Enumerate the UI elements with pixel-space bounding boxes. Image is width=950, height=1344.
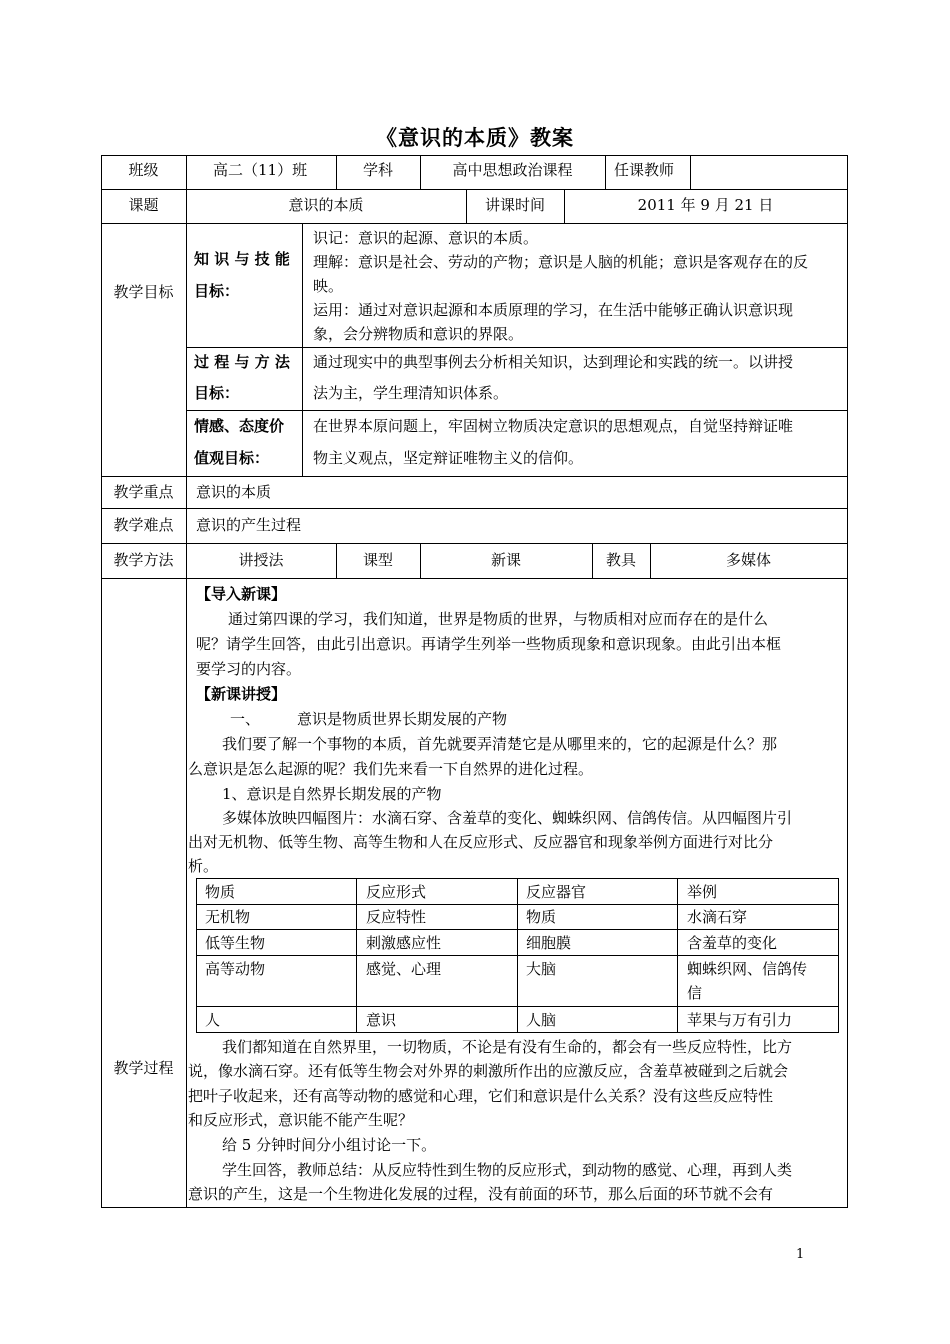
teacher-label: 任课教师 — [614, 161, 675, 179]
process-goal-label-2: 目标： — [194, 384, 240, 402]
topic-value: 意识的本质 — [288, 196, 364, 214]
knowledge-label-1: 知 识 与 技 能 — [194, 250, 290, 268]
topic-label: 课题 — [128, 196, 159, 214]
page-number: 1 — [796, 1247, 805, 1262]
key-point-label: 教学重点 — [113, 483, 174, 501]
new-lesson-heading: 【新课讲授】 — [196, 685, 287, 703]
subsection-1: 1、意识是自然界长期发展的产物 — [222, 785, 442, 803]
process-label: 教学过程 — [113, 1059, 174, 1077]
class-value: 高二（11）班 — [213, 161, 308, 179]
emotion-label-1: 情感、态度价 — [194, 417, 285, 435]
intro-heading: 【导入新课】 — [196, 585, 287, 603]
document-title: 《意识的本质》教案 — [376, 125, 574, 150]
method-label: 教学方法 — [113, 551, 174, 569]
subject-value: 高中思想政治课程 — [452, 161, 573, 179]
process-goal-label-1: 过 程 与 方 法 — [194, 353, 290, 371]
difficulty-value: 意识的产生过程 — [196, 516, 302, 534]
difficulty-label: 教学难点 — [113, 516, 174, 534]
lesson-type-value: 新课 — [490, 551, 521, 569]
method-value: 讲授法 — [238, 551, 284, 569]
time-value: 2011 年 9 月 21 日 — [637, 196, 774, 214]
time-label: 讲课时间 — [484, 196, 545, 214]
lesson-type-label: 课型 — [362, 551, 393, 569]
subject-label: 学科 — [362, 161, 393, 179]
teaching-aid-value: 多媒体 — [725, 551, 771, 569]
key-point-value: 意识的本质 — [196, 483, 272, 501]
teaching-aid-label: 教具 — [605, 551, 636, 569]
emotion-label-2: 值观目标： — [194, 449, 270, 467]
table-header: 举例 — [687, 883, 718, 901]
section-number: 一、 — [230, 710, 261, 728]
knowledge-label-2: 目标： — [194, 282, 240, 300]
table-header: 反应形式 — [366, 883, 427, 901]
goals-label: 教学目标 — [113, 283, 174, 301]
section-title: 意识是物质世界长期发展的产物 — [297, 710, 508, 728]
table-header: 反应器官 — [526, 883, 587, 901]
class-label: 班级 — [128, 161, 159, 179]
paragraph-4: 给 5 分钟时间分小组讨论一下。 — [222, 1136, 437, 1154]
table-header: 物质 — [205, 883, 236, 901]
